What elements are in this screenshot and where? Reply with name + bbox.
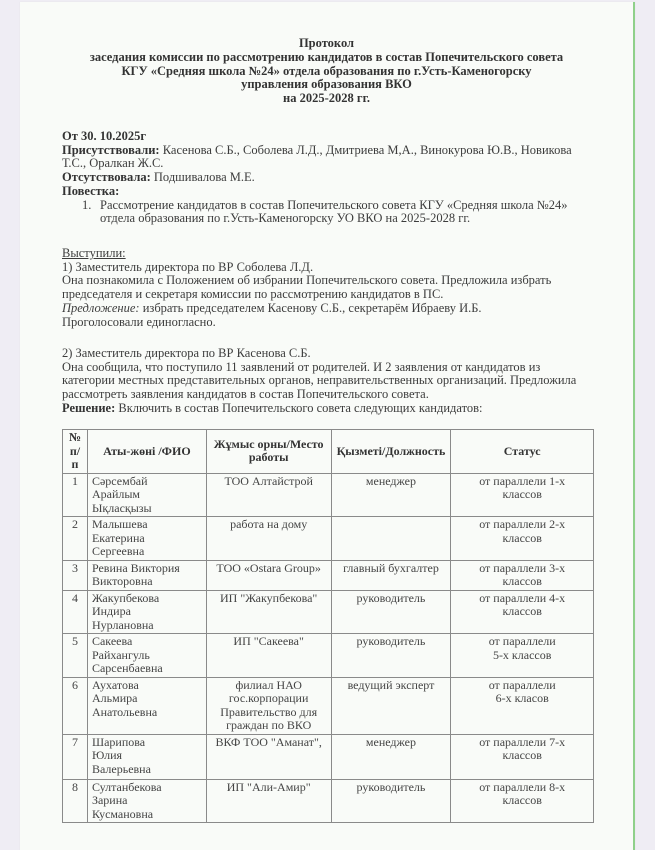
proposal-text: избрать председателем Касенову С.Б., секретарём Ибраеву И.Б.: [139, 300, 482, 315]
status-line: классов: [502, 530, 542, 545]
cell-num: 7: [63, 734, 88, 779]
fio-line: Анатольевна: [91, 704, 158, 719]
cell-num: 4: [63, 590, 88, 634]
speech-text: категории местных представительных органов, неправительственных организаций. Предложила: [62, 373, 577, 388]
cell-work: [206, 634, 331, 678]
proposal-line: [62, 302, 602, 316]
status-line: классов: [502, 604, 542, 618]
fio-line: Сергеевна: [91, 544, 145, 558]
status-line: от параллели 1-х: [479, 473, 566, 488]
meeting-date: От 30. 10.2025г: [62, 129, 147, 143]
work-line: работа на дому: [230, 517, 308, 531]
speech-text: Она познакомила с Положением об избрании Попечительского совета. Предложила избрать: [62, 273, 552, 288]
header-position: Қызметі/Должность: [331, 430, 451, 474]
status-line: от параллели 4-х: [479, 590, 566, 605]
fio-line: Ықласқызы: [91, 500, 152, 515]
cell-position: менеджер: [331, 473, 451, 517]
cell-fio: [87, 473, 206, 517]
fio-line: Валерьевна: [91, 761, 151, 776]
present-names-cont: Т.С., Оралкан Ж.С.: [62, 156, 164, 171]
status-line: классов: [502, 487, 542, 501]
header-line: КГУ «Средняя школа №24» отдела образования по г.Усть-Каменогорску: [121, 63, 532, 78]
status-line: от параллели: [488, 677, 556, 692]
cell-fio: [87, 560, 206, 590]
status-line: от параллели 7-х: [479, 734, 566, 749]
speech-text: рассмотреть заявления кандидатов в состав Попечительского совета.: [62, 387, 429, 402]
agenda-item-text-cont: отдела образования по г.Усть-Каменогорску УО ВКО на 2025-2028 гг.: [100, 211, 471, 226]
cell-position: руководитель: [331, 590, 451, 634]
protocol-header: [20, 37, 633, 106]
fio-line: Арайлым: [91, 487, 141, 501]
speech-2: [62, 347, 602, 416]
table-row: [63, 473, 594, 517]
fio-line: Альмира: [91, 691, 138, 705]
fio-line: Екатерина: [91, 530, 145, 545]
cell-fio: [87, 734, 206, 779]
cell-position: главный бухгалтер: [331, 560, 451, 590]
table-row: [63, 517, 594, 561]
status-line: от параллели: [488, 634, 556, 648]
speaker: 2) Заместитель директора по ВР Касенова С.Б.: [62, 346, 311, 360]
fio-line: Райхангуль: [91, 647, 150, 662]
decision-text: Включить в состав Попечительского совета следующих кандидатов:: [115, 400, 483, 415]
cell-work: [206, 473, 331, 517]
absent-label: Отсутствовала:: [62, 170, 151, 185]
header-work-line: работы: [248, 450, 289, 465]
cell-position: [331, 517, 451, 561]
present-names: Касенова С.Б., Соболева Л.Д., Дмитриева М,А., Винокурова Ю.В., Новикова: [159, 142, 572, 157]
status-line: от параллели 2-х: [479, 517, 566, 531]
cell-fio: [87, 634, 206, 678]
cell-work: [206, 779, 331, 823]
cell-num: 3: [63, 560, 88, 590]
work-line: Правительство для: [220, 704, 318, 719]
status-line: 6-х класов: [495, 691, 549, 705]
cell-fio: [87, 677, 206, 734]
table-row: [63, 779, 594, 823]
fio-line: Викторовна: [91, 574, 153, 588]
fio-line: Зарина: [91, 793, 128, 807]
fio-line: Сакеева: [91, 634, 133, 648]
cell-position: менеджер: [331, 734, 451, 779]
cell-num: 2: [63, 517, 88, 561]
agenda-item-text: Рассмотрение кандидатов в состав Попечительского совета КГУ «Средняя школа №24»: [100, 197, 568, 212]
fio-line: Малышева: [91, 517, 148, 531]
cell-work: [206, 734, 331, 779]
fio-line: Индира: [91, 604, 131, 618]
cell-work: [206, 677, 331, 734]
decision-line: [62, 402, 602, 416]
fio-line: Султанбекова: [91, 779, 162, 794]
fio-line: Аухатова: [91, 677, 139, 692]
status-line: 5-х классов: [492, 647, 552, 662]
meeting-meta: [62, 130, 602, 226]
header-num: [63, 430, 88, 474]
fio-line: Сарсенбаевна: [91, 661, 163, 675]
table-row: [63, 734, 594, 779]
cell-status: [451, 734, 594, 779]
status-line: классов: [502, 748, 542, 762]
document-page: [20, 2, 635, 850]
table-row: [63, 634, 594, 678]
cell-num: 8: [63, 779, 88, 823]
present-line: [62, 144, 602, 158]
work-line: ИП "Сакеева": [233, 634, 304, 648]
cell-position: ведущий эксперт: [331, 677, 451, 734]
agenda-label: Повестка:: [62, 183, 120, 198]
work-line: ТОО Алтайстрой: [224, 473, 313, 488]
speech-text: Она сообщила, что поступило 11 заявлений от родителей. И 2 заявления от кандидатов из: [62, 359, 541, 374]
absent-name: Подшивалова М.Е.: [150, 170, 255, 185]
protocol-title: Протокол: [298, 36, 355, 50]
fio-line: Ревина Виктория: [91, 560, 180, 575]
cell-num: 5: [63, 634, 88, 678]
header-line: на 2025-2028 гг.: [283, 91, 370, 106]
cell-work: [206, 517, 331, 561]
cell-status: [451, 560, 594, 590]
header-work-line: Жұмыс орны/Место: [213, 436, 324, 451]
present-label: Присутствовали:: [62, 142, 160, 157]
decision-label: Решение:: [62, 400, 116, 415]
cell-status: [451, 473, 594, 517]
speaker: 1) Заместитель директора по ВР Соболева Л.Д.: [62, 259, 314, 274]
fio-line: Юлия: [91, 748, 123, 762]
header-line: заседания комиссии по рассмотрению кандидатов в состав Попечительского совета: [89, 49, 564, 64]
cell-position: руководитель: [331, 779, 451, 823]
table-header-row: [63, 430, 594, 474]
header-line: управления образования ВКО: [241, 77, 412, 92]
status-line: классов: [502, 793, 542, 807]
work-line: ИП "Жакупбекова": [220, 590, 318, 605]
cell-num: 6: [63, 677, 88, 734]
cell-status: [451, 517, 594, 561]
header-num-line: №: [68, 430, 82, 444]
header-work: [206, 430, 331, 474]
status-line: от параллели 8-х: [479, 779, 566, 794]
header-num-line: п/п: [69, 443, 81, 471]
cell-fio: [87, 590, 206, 634]
header-fio: Аты-жөні /ФИО: [87, 430, 206, 474]
speech-text: председателя и секретаря комиссии по рассмотрению кандидатов в ПС.: [62, 287, 444, 302]
cell-num: 1: [63, 473, 88, 517]
cell-status: [451, 590, 594, 634]
fio-line: Сәрсембай: [91, 473, 148, 488]
cell-status: [451, 779, 594, 823]
work-line: филиал НАО: [235, 677, 302, 692]
proposal-label: Предложение:: [62, 300, 140, 315]
cell-work: [206, 590, 331, 634]
cell-position: руководитель: [331, 634, 451, 678]
status-line: от параллели 3-х: [479, 560, 566, 575]
table-row: [63, 560, 594, 590]
work-line: гос.корпорации: [228, 691, 309, 705]
speech-1: [62, 247, 602, 329]
agenda-item-number: 1.: [82, 197, 92, 212]
header-status: Статус: [451, 430, 594, 474]
table-body: [63, 473, 594, 823]
cell-work: [206, 560, 331, 590]
vote-result: Проголосовали единогласно.: [62, 314, 216, 329]
table-row: [63, 590, 594, 634]
work-line: ВКФ ТОО "Аманат",: [215, 734, 322, 749]
work-line: ТОО «Ostara Group»: [216, 560, 321, 575]
cell-fio: [87, 517, 206, 561]
status-line: классов: [502, 574, 542, 588]
candidates-table: [62, 429, 594, 823]
fio-line: Шарипова: [91, 734, 146, 749]
cell-fio: [87, 779, 206, 823]
fio-line: Жакупбекова: [91, 590, 160, 605]
fio-line: Кусмановна: [91, 806, 154, 821]
cell-status: [451, 634, 594, 678]
table-row: [63, 677, 594, 734]
speeches-heading: Выступили:: [62, 246, 126, 260]
cell-status: [451, 677, 594, 734]
absent-line: [62, 171, 602, 185]
agenda-item: [62, 199, 602, 226]
work-line: ИП "Али-Амир": [226, 779, 311, 794]
work-line: граждан по ВКО: [226, 718, 312, 732]
fio-line: Нурлановна: [91, 617, 154, 632]
